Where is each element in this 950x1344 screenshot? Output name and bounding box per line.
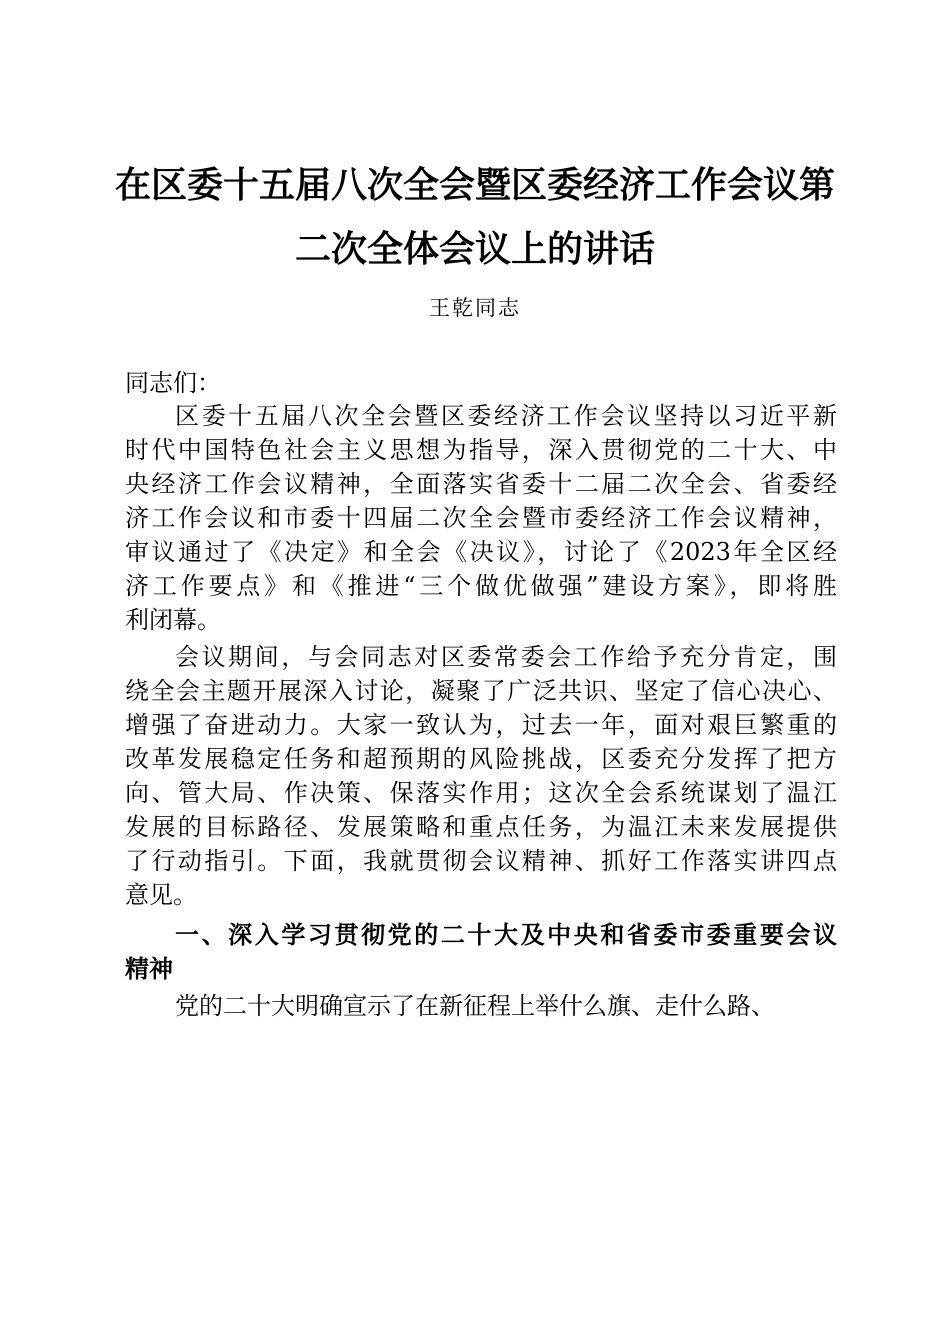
paragraph-2-line: 向、管大局、作决策、保落实作用；这次全会系统谋划了温江 — [125, 779, 837, 807]
paragraph-2-line: 增强了奋进动力。大家一致认为，过去一年，面对艰巨繁重的 — [125, 711, 837, 739]
paragraph-2-line: 意见。 — [125, 881, 197, 909]
document-title-line-2: 二次全体会议上的讲话 — [294, 229, 655, 270]
author-name: 王乾同志 — [429, 296, 521, 320]
paragraph-2-line: 发展的目标路径、发展策略和重点任务，为温江未来发展提供 — [125, 813, 837, 841]
salutation: 同志们： — [125, 369, 221, 397]
paragraph-1-line: 济工作会议和市委十四届二次全会暨市委经济工作会议精神， — [125, 504, 837, 532]
paragraph-2-line: 会议期间，与会同志对区委常委会工作给予充分肯定，围 — [175, 643, 837, 671]
section-heading-line: 一、深入学习贯彻党的二十大及中央和省委市委重要会议 — [175, 921, 837, 949]
paragraph-2-line: 改革发展稳定任务和超预期的风险挑战，区委充分发挥了把方 — [125, 745, 837, 773]
paragraph-1-line: 审议通过了《决定》和全会《决议》，讨论了《2023年全区经 — [125, 538, 837, 566]
paragraph-1-line: 央经济工作会议精神，全面落实省委十二届二次全会、省委经 — [125, 470, 837, 498]
paragraph-2-line: 绕全会主题开展深入讨论，凝聚了广泛共识、坚定了信心决心、 — [125, 677, 837, 705]
paragraph-1-line: 区委十五届八次全会暨区委经济工作会议坚持以习近平新 — [175, 402, 837, 430]
paragraph-2-line: 了行动指引。下面，我就贯彻会议精神、抓好工作落实讲四点 — [125, 847, 837, 875]
paragraph-1-line: 利闭幕。 — [125, 606, 221, 634]
section-heading-line: 精神 — [125, 955, 173, 983]
paragraph-1-line: 济工作要点》和《推进“三个做优做强”建设方案》，即将胜 — [125, 572, 837, 600]
paragraph-3-line: 党的二十大明确宣示了在新征程上举什么旗、走什么路、 — [175, 992, 775, 1020]
paragraph-1-line: 时代中国特色社会主义思想为指导，深入贯彻党的二十大、中 — [125, 436, 837, 464]
document-title-line-1: 在区委十五届八次全会暨区委经济工作会议第 — [114, 165, 835, 206]
